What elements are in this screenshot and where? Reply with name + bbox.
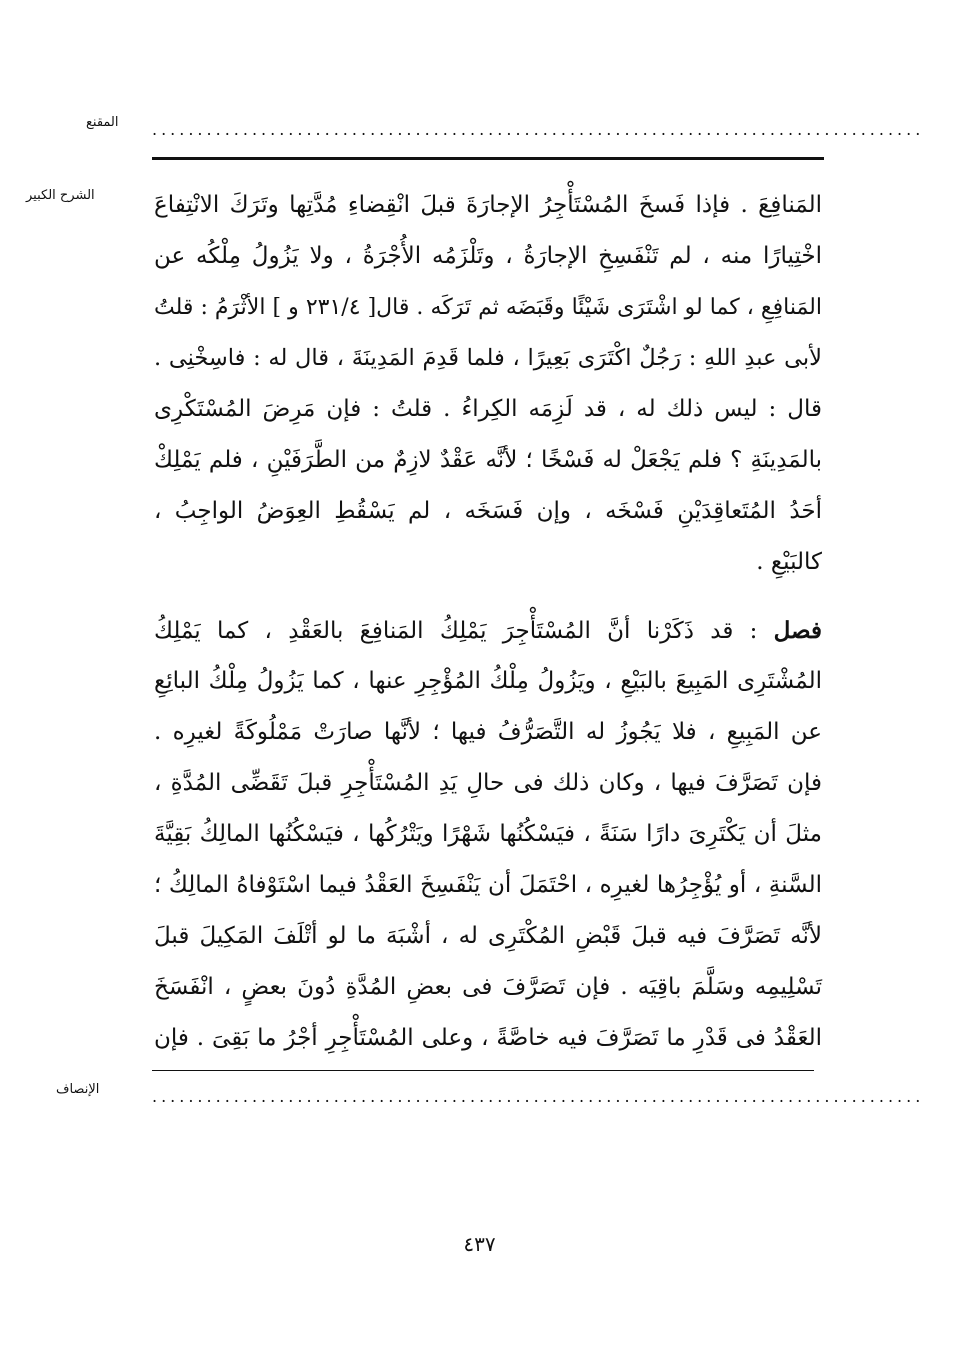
fasl-heading: فصل: [773, 617, 822, 644]
fasl-first-line: [154, 605, 822, 656]
fasl-text-block: [154, 605, 822, 1064]
sharh-line: اخْتِيارًا منه ، لم تَنْفَسِخِ الإجارَةُ ، وتَلْزَمُه الأُجْرَةُ ، ولا يَزُولُ مِلْكُه عن: [154, 243, 822, 269]
fasl-line: فإن تَصَرَّفَ فيها ، وكان ذلك فى حالِ يَدِ المُسْتَأْجِرِ قبلَ تَقَضِّى المُدَّةِ ،: [154, 770, 822, 796]
fasl-line: المُشْتَرِى المَبِيعَ بالبَيْعِ ، ويَزُولُ مِلْكُ المُؤْجِرِ عنها ، كما يَزُولُ مِلْكُ البائِعِ: [154, 668, 822, 694]
header-rule: [152, 157, 824, 160]
sharh-text-block: [154, 180, 822, 588]
sharh-line: بالمَدِينَةِ ؟ فلم يَجْعَلْ له فَسْخًا ؛ لأنَّه عَقْدٌ لازِمٌ من الطَّرَفَيْنِ ، فلم يَمْلِكْ: [154, 447, 822, 473]
header-dotted-line: .....................................................................................: [152, 120, 925, 139]
header-label-muqni: المقنع: [86, 115, 119, 130]
fasl-line: لأنَّه تَصَرَّفَ فيه قبلَ قَبْضِ المُكْتَرِى له ، أشْبَهَ ما لو أتْلَفَ المَكِيلَ قبلَ: [154, 923, 822, 949]
fasl-line: السَّنةِ ، أو يُؤْجِرُها لغيرِه ، احْتَمَلَ أن يَنْفَسِخَ العَقْدُ فيما اسْتَوْفاهُ المالِكُ ؛: [154, 872, 822, 898]
fasl-line: مثلَ أن يَكْتَرِىَ دارًا سَنَةً ، فيَسْكُنُها شَهْرًا ويَتْرُكُها ، فيَسْكُنُها المالِكُ بَقِيَّةَ: [154, 821, 822, 847]
fasl-line: عن المَبِيعِ ، فلا يَجُوزُ له التَّصَرُّفُ فيها ؛ لأنَّها صارَتْ مَمْلُوكَةً لغيرِه .: [154, 719, 822, 745]
fasl-line-start: : قد ذَكَرْنا أنَّ المُسْتَأْجِرَ يَمْلِكُ المَنافِعَ بالعَقْدِ ، كما يَمْلِكُ: [154, 618, 758, 644]
footer-label-insaf: الإنصاف: [56, 1082, 100, 1097]
sharh-line: المَنافِعِ ، كما لو اشْتَرَى شَيْئًا وقَبَضَه ثم تَرَكَه . قال[ ٢٣١/٤ و ] الأثْرَمُ : قلتُ: [154, 295, 822, 320]
side-label-sharh-kabir: الشرح الكبير: [26, 188, 95, 203]
sharh-line: كالبَيْعِ .: [756, 549, 822, 575]
sharh-line: أحَدُ المُتَعاقِدَيْنِ فَسْخَه ، وإن فَسَخَه ، لم يَسْقُطِ العِوَضُ الواجِبُ ،: [154, 498, 822, 524]
footer-dotted-line: .....................................................................................: [152, 1087, 925, 1106]
footer-rule: [152, 1070, 814, 1071]
sharh-line: المَنافِعَ . فإذا فَسخَ المُسْتَأْجِرُ الإجارَةَ قبلَ انْقِضاءِ مُدَّتِها وتَرَكَ الانْتِفاعَ: [154, 192, 822, 218]
page-number: ٤٣٧: [463, 1232, 496, 1256]
sharh-line: قال : ليس ذلك له ، قد لَزِمَه الكِراءُ . قلتُ : فإن مَرِضَ المُسْتَكْرِى: [154, 396, 822, 422]
fasl-line: تَسْلِيمِه وسَلَّمَ باقِيَه . فإن تَصَرَّفَ فى بعضِ المُدَّةِ دُونَ بعضٍ ، انْفَسَخَ: [154, 974, 822, 1000]
fasl-line: العَقْدُ فى قَدْرِ ما تَصَرَّفَ فيه خاصَّةً ، وعلى المُسْتَأْجِرِ أجْرُ ما بَقِىَ . فإن: [154, 1025, 822, 1051]
sharh-line: لأبى عبدِ اللهِ : رَجُلٌ اكْتَرَى بَعِيرًا ، فلما قَدِمَ المَدِينَةَ ، قال له : فاسِخْنِى .: [154, 345, 822, 371]
